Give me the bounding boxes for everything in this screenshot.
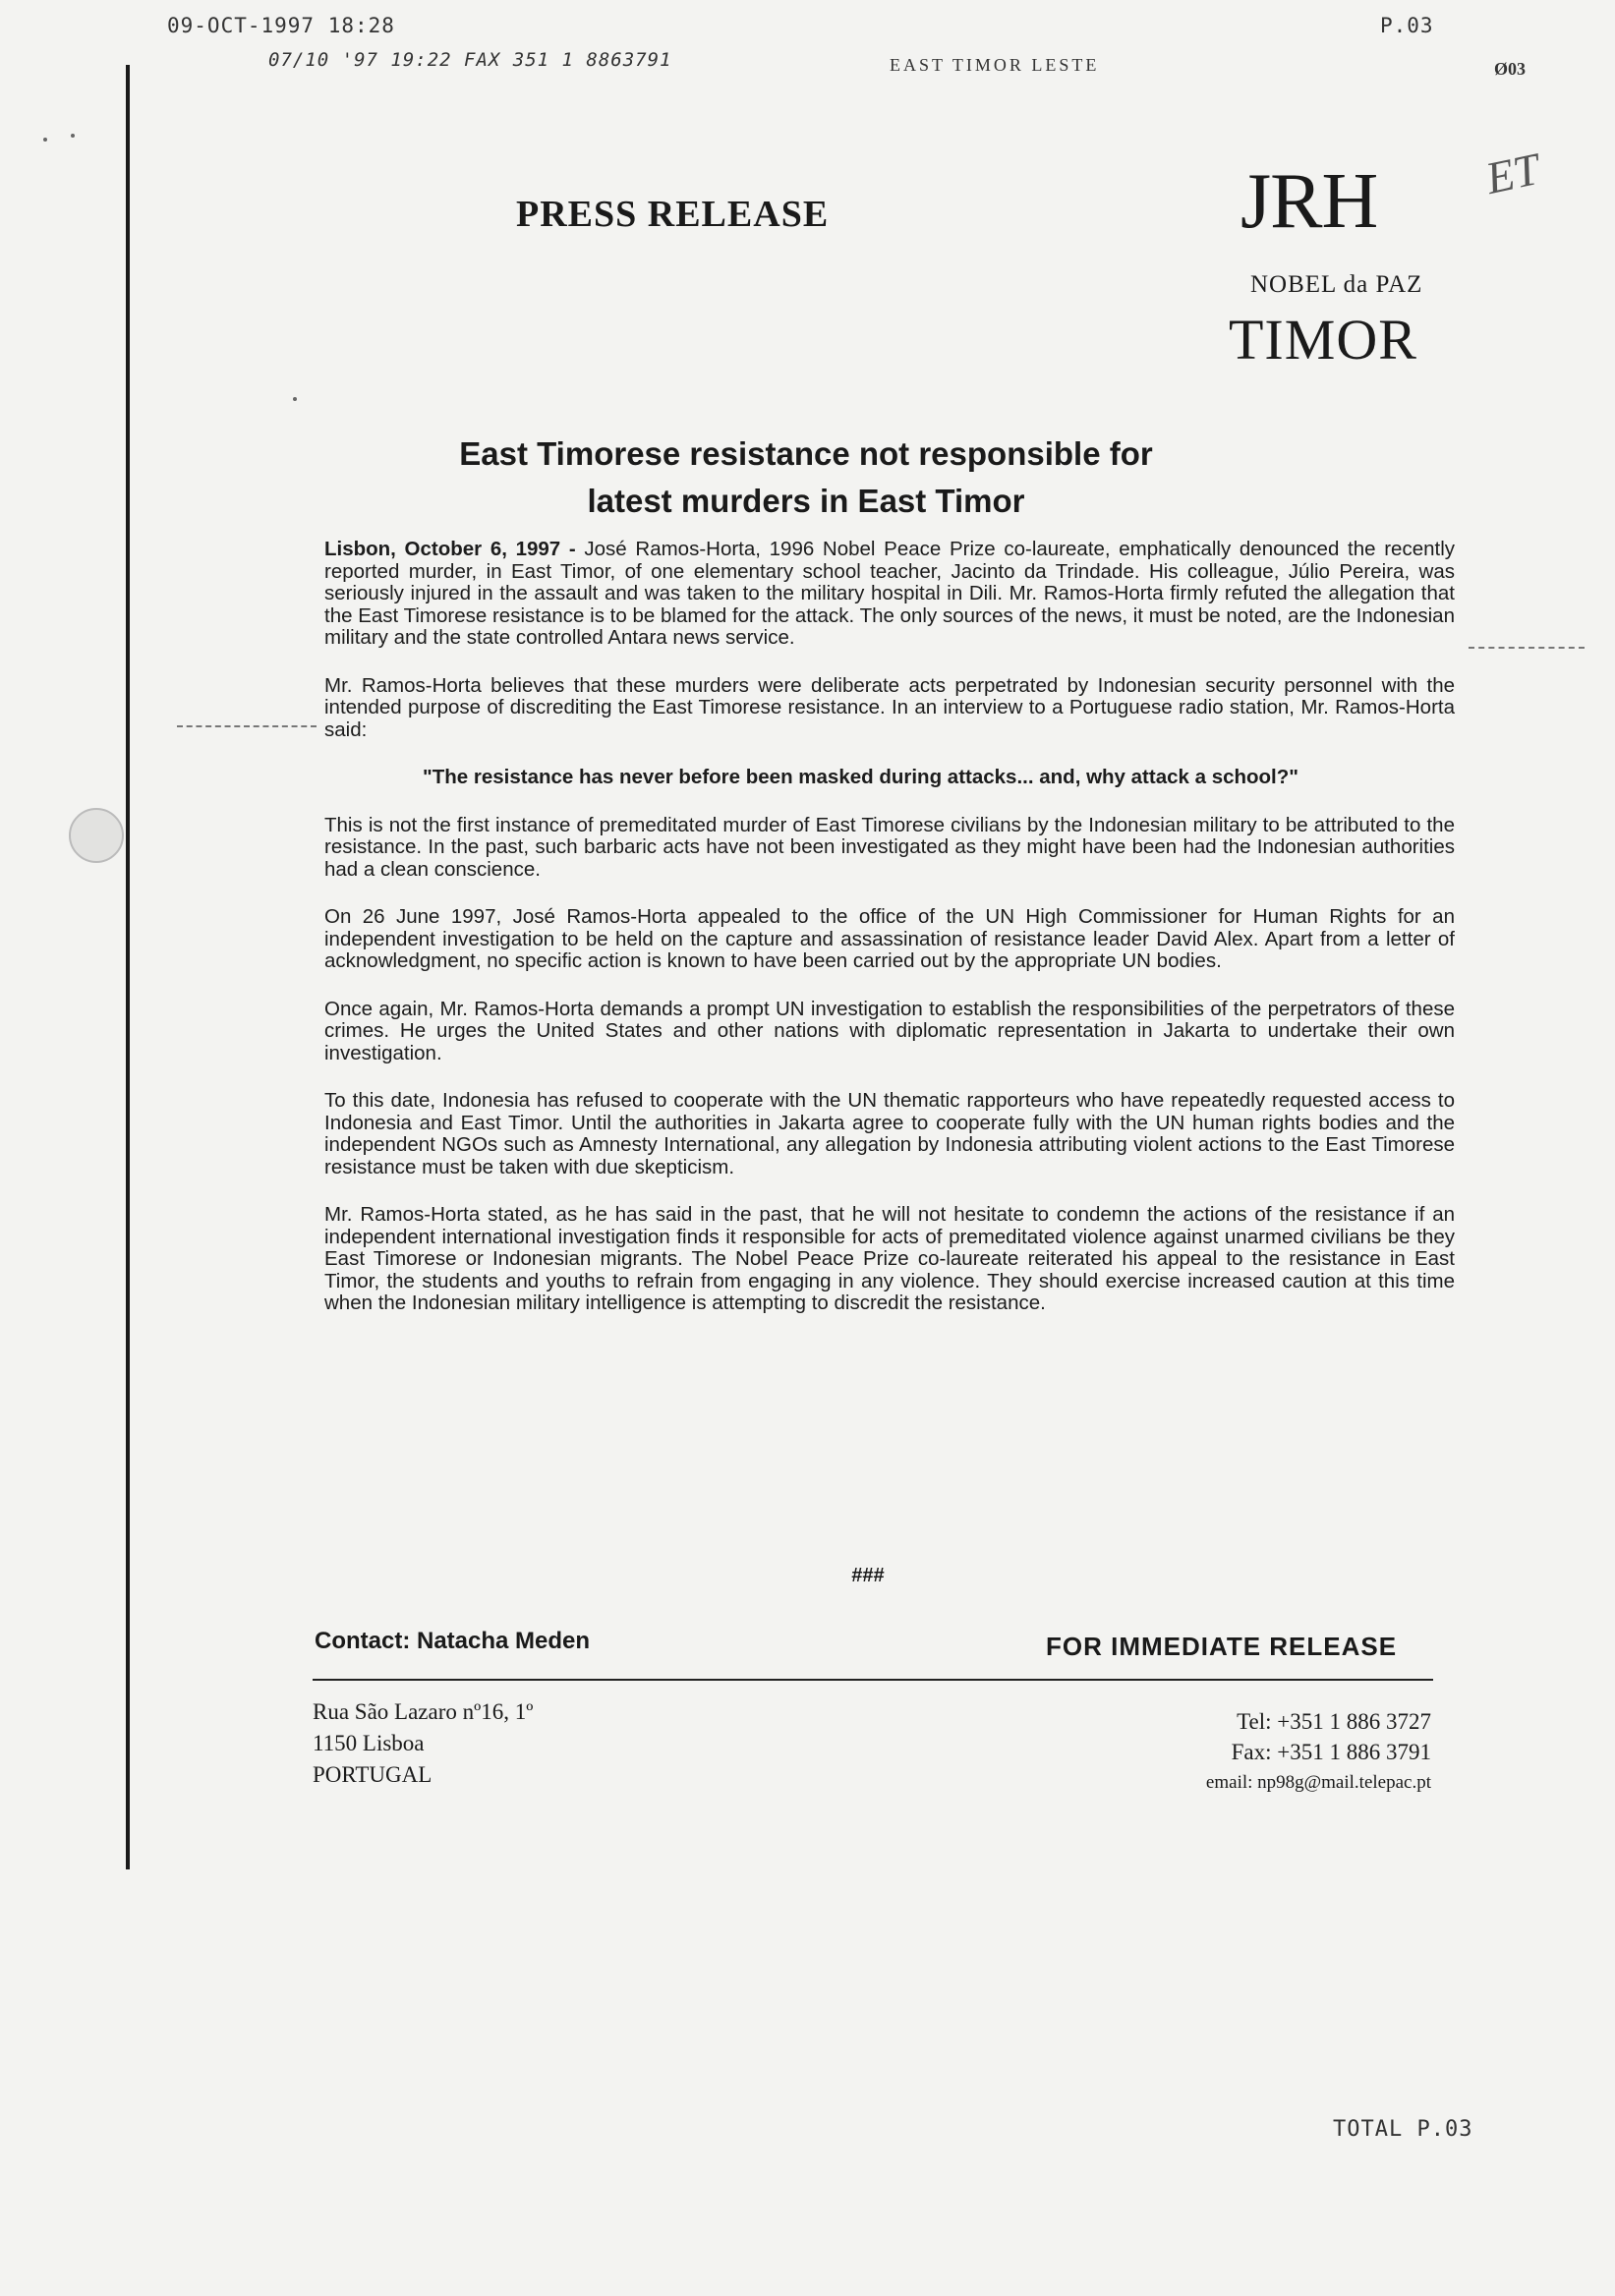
left-margin-rule xyxy=(126,65,130,1869)
paragraph-1 xyxy=(324,539,1455,650)
address-line-3: PORTUGAL xyxy=(313,1762,433,1787)
fax-header-sender: EAST TIMOR LESTE xyxy=(890,55,1100,75)
paragraph-3: This is not the first instance of premeditated murder of East Timorese civilians by the Indonesian military to be attributed to the resistance. In the past, such barbaric acts have not been investigated as they might have been had the Indonesian authorities had a clean conscience. xyxy=(324,813,1455,881)
fax-header-page-number: P.03 xyxy=(1380,14,1434,37)
email-address: email: np98g@mail.telepac.pt xyxy=(1205,1772,1431,1793)
headline-line-2: latest murders in East Timor xyxy=(587,483,1025,519)
contact-numbers xyxy=(1071,1706,1431,1798)
fax-total-pages: TOTAL P.03 xyxy=(1333,2117,1473,2142)
fax-dash-mark xyxy=(177,725,317,727)
quote: "The resistance has never before been masked during attacks... and, why attack a school?" xyxy=(423,766,1298,788)
scan-speck xyxy=(71,134,75,138)
fax-header-transmission-line: 07/10 '97 19:22 FAX 351 1 8863791 xyxy=(268,49,672,71)
fax-header-page-code: Ø03 xyxy=(1494,59,1527,79)
headline-line-1: East Timorese resistance not responsible for xyxy=(459,435,1153,472)
dateline: Lisbon, October 6, 1997 - xyxy=(324,538,576,560)
telephone-number: Tel: +351 1 886 3727 xyxy=(1237,1709,1431,1734)
address-line-1: Rua São Lazaro nº16, 1º xyxy=(313,1699,534,1724)
paragraph-4: On 26 June 1997, José Ramos-Horta appealed to the office of the UN High Commissioner for Human Rights for an independent investigation to be held on the capture and assassination of resistance leader David Alex. Apart from a letter of acknowledgment, no specific action is known to have been carried out by the appropriate UN bodies. xyxy=(324,905,1455,972)
fax-number: Fax: +351 1 886 3791 xyxy=(1231,1740,1431,1764)
fax-header-timestamp: 09-OCT-1997 18:28 xyxy=(167,14,395,37)
handwritten-note: ET xyxy=(1481,143,1544,204)
scan-speck xyxy=(43,138,47,142)
paragraph-5: Once again, Mr. Ramos-Horta demands a prompt UN investigation to establish the responsibilities of the perpetrators of these crimes. He urges the United States and other nations with diplomatic representation in Jakarta to undertake their own investigation. xyxy=(324,997,1455,1064)
paragraph-2: Mr. Ramos-Horta believes that these murders were deliberate acts perpetrated by Indonesian security personnel with the intended purpose of discrediting the East Timorese resistance. In an interview to a Portuguese radio station, Mr. Ramos-Horta said: xyxy=(324,673,1455,741)
footer-separator xyxy=(313,1679,1433,1681)
end-mark: ### xyxy=(851,1565,885,1586)
press-release-title: PRESS RELEASE xyxy=(516,194,830,235)
address-line-2: 1150 Lisboa xyxy=(313,1731,425,1755)
timor-line: TIMOR xyxy=(1229,308,1417,372)
jrh-logo: JRH xyxy=(1240,158,1378,245)
scan-speck xyxy=(293,397,297,401)
punch-hole xyxy=(69,808,124,863)
paragraph-1-text: José Ramos-Horta, 1996 Nobel Peace Prize co-laureate, emphatically denounced the recently reported murder, in East Timor, of one elementary school teacher, Jacinto da Trindade. His colleague, Júlio Pereira, was seriously injured in the assault and was taken to the military hospital in Dili. Mr. Ramos-Horta firmly refuted the allegation that the East Timorese resistance is to be blamed for the attack. The only sources of the news, it must be noted, are the Indonesian military and the state controlled Antara news service. xyxy=(324,538,1455,649)
immediate-release-label: FOR IMMEDIATE RELEASE xyxy=(1046,1632,1398,1661)
postal-address xyxy=(313,1696,533,1791)
fax-dash-mark xyxy=(1469,647,1585,649)
paragraph-7: Mr. Ramos-Horta stated, as he has said in the past, that he will not hesitate to condemn the actions of the resistance if an independent international investigation finds it responsible for acts of premeditated violence against unarmed civilians be they East Timorese or Indonesian migrants. The Nobel Peace Prize co-laureate reiterated his appeal to the resistance in East Timor, the students and youths to refrain from engaging in any violence. They should exercise increased caution at this time when the Indonesian military intelligence is attempting to discredit the resistance. xyxy=(324,1203,1455,1314)
contact-line: Contact: Natacha Meden xyxy=(315,1628,591,1654)
nobel-line: NOBEL da PAZ xyxy=(1250,271,1423,298)
paragraph-6: To this date, Indonesia has refused to cooperate with the UN thematic rapporteurs who have repeatedly requested access to Indonesia and East Timor. Until the authorities in Jakarta agree to cooperate fully with the UN human rights bodies and the independent NGOs such as Amnesty International, any allegation by Indonesia attributing violent actions to the East Timorese resistance must be taken with due skepticism. xyxy=(324,1089,1455,1178)
press-release-body xyxy=(324,539,1455,1341)
headline xyxy=(315,430,1298,525)
